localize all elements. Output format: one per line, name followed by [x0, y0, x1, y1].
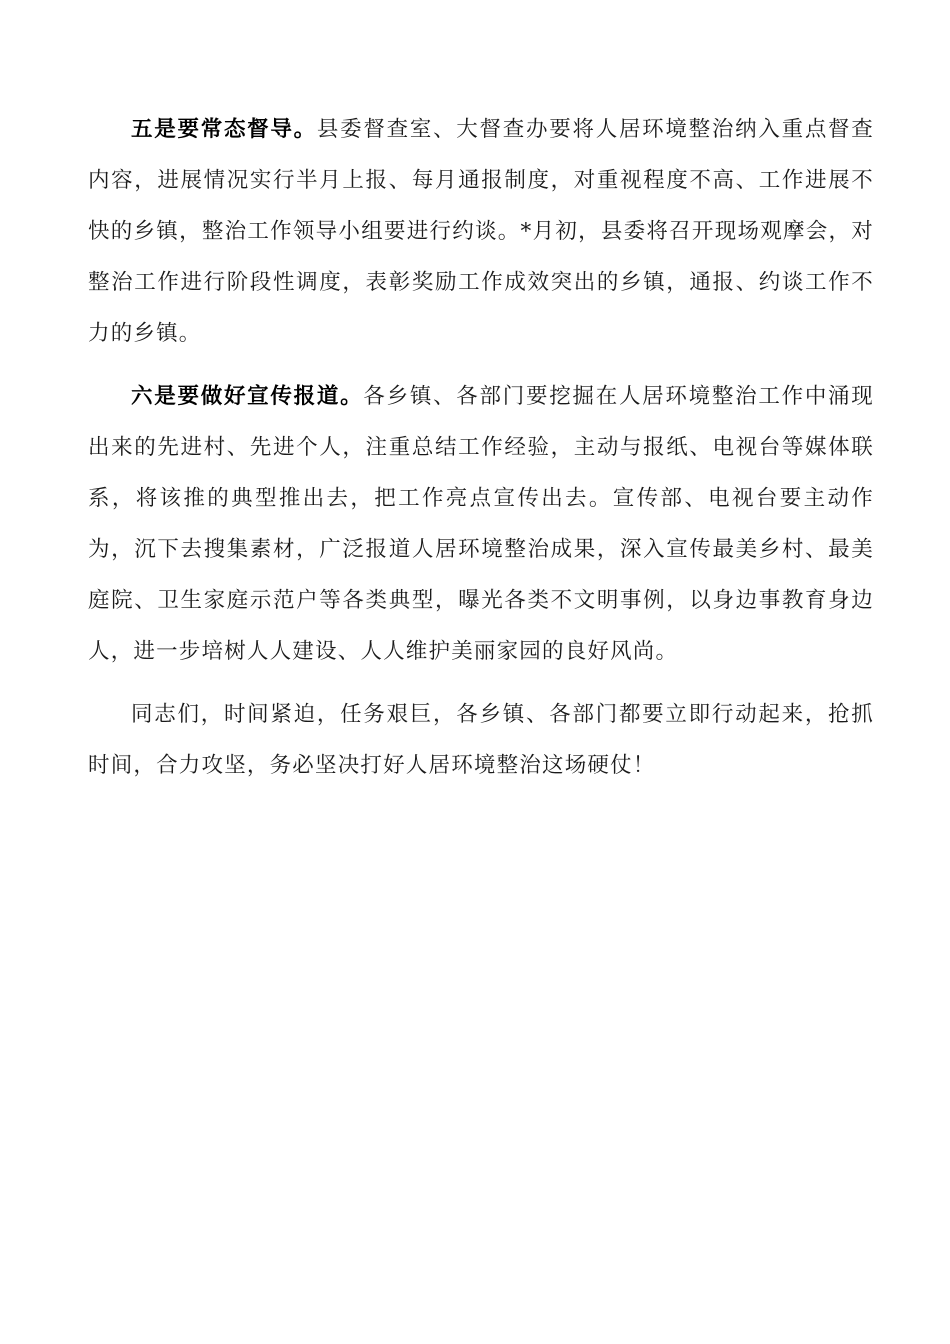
paragraph-text: 县委督查室、大督查办要将人居环境整治纳入重点督查内容，进展情况实行半月上报、每月通报制度，对重视程度不高、工作进展不快的乡镇，整治工作领导小组要进行约谈。*月初，县委将召开现场观摩会，对整治工作进行阶段性调度，表彰奖励工作成效突出的乡镇，通报、约谈工作不力的乡镇。	[88, 117, 874, 346]
paragraph-heading: 五是要常态督导。	[131, 117, 317, 142]
paragraph-publicity	[88, 371, 874, 677]
paragraph-closing	[88, 689, 874, 791]
paragraph-text: 各乡镇、各部门要挖掘在人居环境整治工作中涌现出来的先进村、先进个人，注重总结工作经验，主动与报纸、电视台等媒体联系，将该推的典型推出去，把工作亮点宣传出去。宣传部、电视台要主动作为，沉下去搜集素材，广泛报道人居环境整治成果，深入宣传最美乡村、最美庭院、卫生家庭示范户等各类典型，曝光各类不文明事例，以身边事教育身边人，进一步培树人人建设、人人维护美丽家园的良好风尚。	[88, 384, 874, 664]
paragraph-supervision	[88, 104, 874, 359]
paragraph-heading: 六是要做好宣传报道。	[131, 384, 364, 409]
document-body	[88, 104, 874, 791]
paragraph-text: 同志们，时间紧迫，任务艰巨，各乡镇、各部门都要立即行动起来，抢抓时间，合力攻坚，务必坚决打好人居环境整治这场硬仗！	[88, 702, 874, 778]
